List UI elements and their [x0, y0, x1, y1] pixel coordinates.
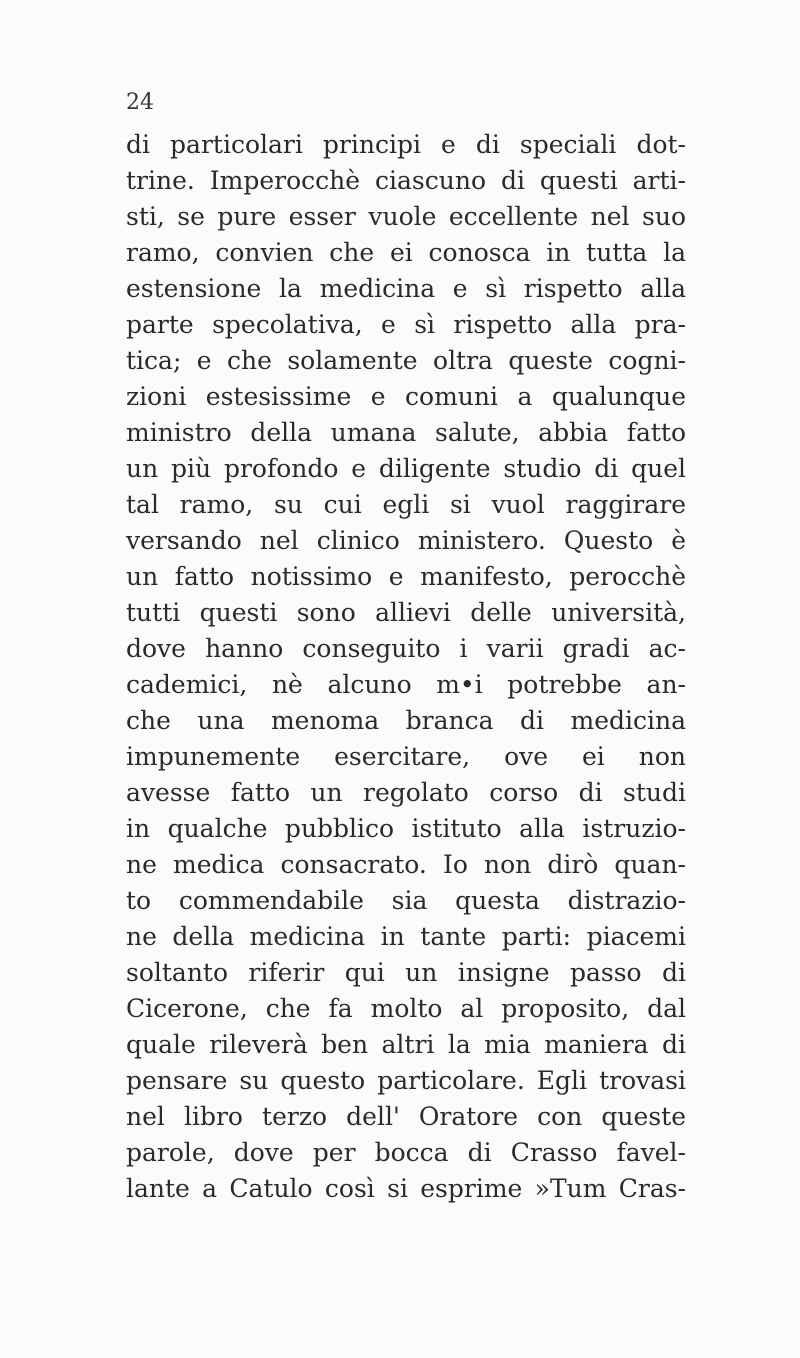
text-line: parole, dove per bocca di Crasso favel- — [126, 1138, 686, 1167]
text-line: nel libro terzo dell' Oratore con queste — [126, 1102, 686, 1131]
text-line: quale rileverà ben altri la mia maniera di — [126, 1030, 686, 1059]
text-line: lante a Catulo così si esprime »Tum Cras- — [126, 1174, 686, 1203]
text-line: in qualche pubblico istituto alla istruzio- — [126, 814, 686, 843]
text-line: ramo, convien che ei conosca in tutta la — [126, 238, 686, 267]
text-line: trine. Imperocchè ciascuno di questi arti- — [126, 166, 686, 195]
text-line: Cicerone, che fa molto al proposito, dal — [126, 994, 686, 1023]
text-line: tal ramo, su cui egli si vuol raggirare — [126, 490, 686, 519]
text-line: tica; e che solamente oltra queste cogni- — [126, 346, 686, 375]
text-line: versando nel clinico ministero. Questo è — [126, 526, 686, 555]
text-line: di particolari principi e di speciali dot- — [126, 130, 686, 159]
text-line: zioni estesissime e comuni a qualunque — [126, 382, 686, 411]
text-line: dove hanno conseguito i varii gradi ac- — [126, 634, 686, 663]
text-line: ne medica consacrato. Io non dirò quan- — [126, 850, 686, 879]
text-line: ministro della umana salute, abbia fatto — [126, 418, 686, 447]
body-text — [126, 127, 686, 1207]
page-number: 24 — [126, 90, 154, 115]
text-line: estensione la medicina e sì rispetto alla — [126, 274, 686, 303]
text-line: tutti questi sono allievi delle università, — [126, 598, 686, 627]
text-line: avesse fatto un regolato corso di studi — [126, 778, 686, 807]
text-line: che una menoma branca di medicina — [126, 706, 686, 735]
text-line: impunemente esercitare, ove ei non — [126, 742, 686, 771]
text-line: pensare su questo particolare. Egli trovasi — [126, 1066, 686, 1095]
text-line: cademici, nè alcuno m•i potrebbe an- — [126, 670, 686, 699]
text-line: ne della medicina in tante parti: piacemi — [126, 922, 686, 951]
text-line: to commendabile sia questa distrazio- — [126, 886, 686, 915]
text-line: parte specolativa, e sì rispetto alla pra- — [126, 310, 686, 339]
text-line: soltanto riferir qui un insigne passo di — [126, 958, 686, 987]
text-line: un fatto notissimo e manifesto, perocchè — [126, 562, 686, 591]
text-line: sti, se pure esser vuole eccellente nel suo — [126, 202, 686, 231]
text-line: un più profondo e diligente studio di quel — [126, 454, 686, 483]
